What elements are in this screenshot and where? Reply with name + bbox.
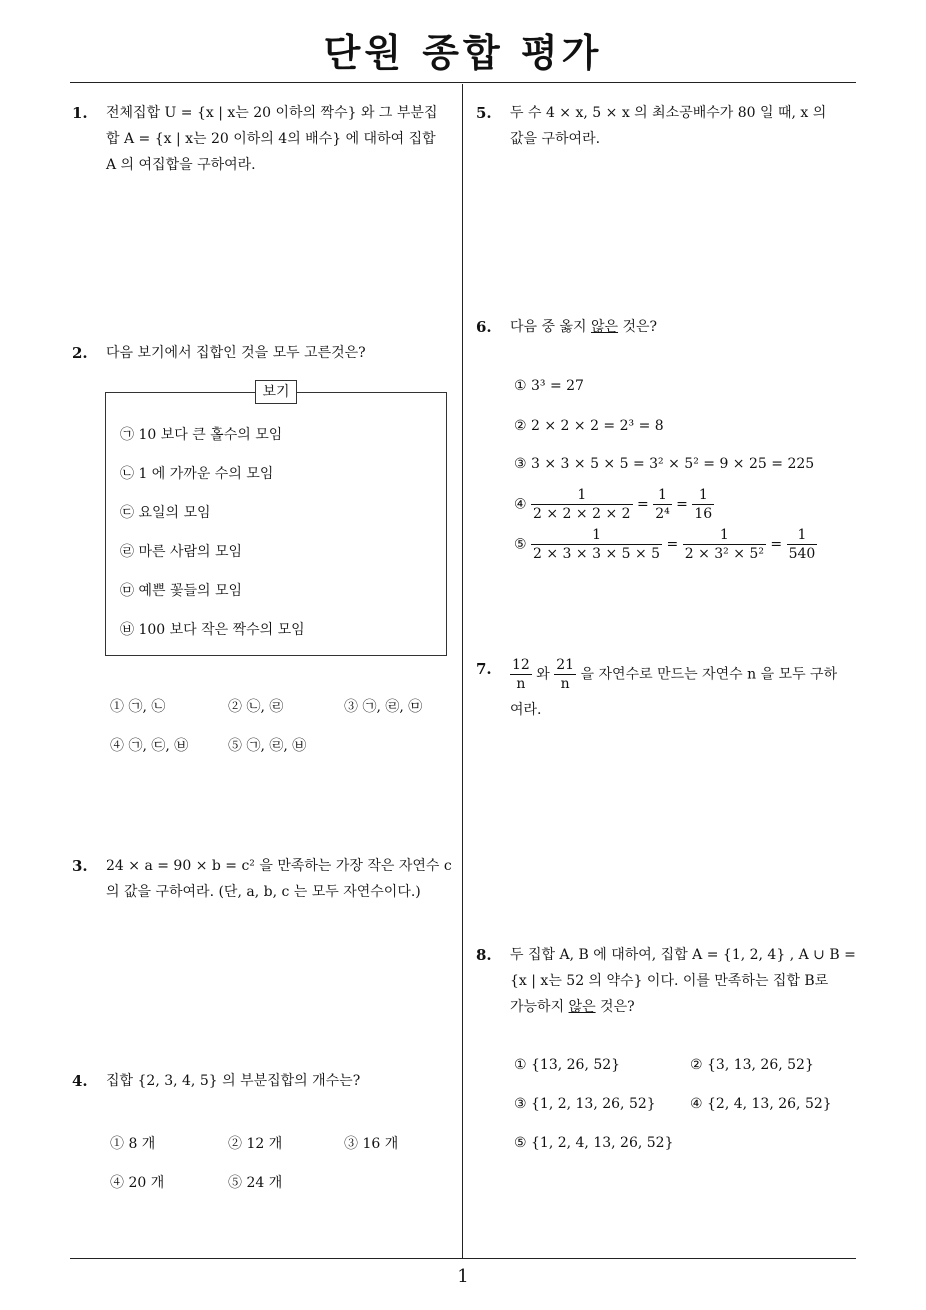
fraction [554,656,576,693]
question-6-text [510,314,657,340]
question-1-line: 합 A = {x | x는 20 이하의 4의 배수} 에 대하여 집합 [106,131,436,147]
example-item: ㉤ 예쁜 꽃들의 모임 [120,583,243,599]
fraction [683,526,766,563]
numerator: 12 [512,657,530,673]
answer-option[interactable]: ④ $\frac{1}{2 \times 2 \times 2 \times 2}$ = $\frac{1}{\text{2⁴}}$ = $\frac{1}{16}$ [514,487,713,522]
answer-option[interactable]: ③ ㉠, ㉣, ㉤ [344,699,423,715]
example-item: ㉣ 마른 사람의 모임 [120,544,243,560]
answer-option[interactable]: ② 2 × 2 × 2 = 2³ = 8 [514,418,664,434]
option-mark: ⑤ [514,536,527,553]
question-7-line: 여라. [510,702,542,718]
question-6-text-underlined: 않은 [590,319,619,335]
answer-option[interactable]: ⑤ 24 개 [228,1175,283,1191]
answer-option[interactable]: ④ {2, 4, 13, 26, 52} [690,1096,832,1112]
question-5-number: 5. [476,104,492,122]
answer-option[interactable]: ⑤ $\frac{1}{2 \times 3 \times 3 \times 5 \times 5}$ = $\frac{1}{\text{2 × 3² × 5²}}$ = $\frac{1}{540}$ [514,527,816,562]
question-8 [510,942,860,1020]
question-3-line: 의 값을 구하여라. (단, a, b, c 는 모두 자연수이다.) [106,884,421,900]
answer-option[interactable]: ② 12 개 [228,1136,283,1152]
question-4-number: 4. [72,1072,88,1090]
header-rule [70,82,856,83]
question-7-number: 7. [476,660,492,678]
example-box-label: 보기 [255,380,297,404]
question-8-number: 8. [476,946,492,964]
numerator: 1 [719,527,729,543]
answer-option[interactable]: ③ 3 × 3 × 5 × 5 = 3² × 5² = 9 × 25 = 225 [514,456,815,472]
question-2-text: 다음 보기에서 집합인 것을 모두 고른것은? [106,345,366,361]
question-1 [106,100,456,178]
answer-option[interactable]: ③ {1, 2, 13, 26, 52} [514,1096,656,1112]
question-1-line: 전체집합 U = {x | x는 20 이하의 짝수} 와 그 부분집 [106,105,438,121]
answer-option[interactable]: ⑤ {1, 2, 4, 13, 26, 52} [514,1135,674,1151]
question-7-connector: 와 [531,666,555,683]
question-3 [106,853,456,905]
denominator: n [554,674,576,693]
question-8-text-post: 것은? [595,999,635,1015]
answer-option[interactable]: ② {3, 13, 26, 52} [690,1057,814,1073]
question-8-line: {x | x는 52 의 약수} 이다. 이를 만족하는 집합 B로 [510,973,829,989]
example-item: ㉥ 100 보다 작은 짝수의 모임 [120,622,305,638]
question-1-line: A 의 여집합을 구하여라. [106,157,256,173]
denominator: 2 × 3 × 3 × 5 × 5 [533,546,661,562]
question-7 [510,656,860,719]
numerator: 21 [556,657,575,673]
question-3-number: 3. [72,857,88,875]
answer-option[interactable]: ① ㉠, ㉡ [110,699,166,715]
question-6-text-pre: 다음 중 옳지 [510,319,591,335]
page-title: 단원 종합 평가 [323,31,603,75]
fraction [510,656,532,693]
question-8-text-underlined: 않은 [568,999,596,1015]
denominator: 16 [694,506,713,522]
question-4-text: 집합 {2, 3, 4, 5} 의 부분집합의 개수는? [106,1073,361,1089]
fraction [531,486,633,523]
answer-option[interactable]: ① 3³ = 27 [514,378,584,394]
numerator: 1 [698,487,708,503]
fraction [692,486,714,523]
option-mark: ④ [514,496,527,513]
denominator: n [510,674,532,693]
denominator: 540 [788,546,816,562]
denominator: 2⁴ [655,506,670,522]
denominator: 2 × 2 × 2 × 2 [533,506,631,522]
column-divider [462,84,463,1258]
numerator: 1 [577,487,587,503]
numerator: 1 [797,527,807,543]
question-5 [510,100,856,152]
answer-option[interactable]: ⑤ ㉠, ㉣, ㉥ [228,738,307,754]
question-1-number: 1. [72,104,88,122]
fraction [787,526,818,563]
fraction [653,486,672,523]
answer-option[interactable]: ② ㉡, ㉣ [228,699,284,715]
answer-option[interactable]: ④ 20 개 [110,1175,165,1191]
fraction [531,526,662,563]
question-8-text-pre: 가능하지 [510,999,569,1015]
footer-rule [70,1258,856,1259]
question-7-text: 을 자연수로 만드는 자연수 n 을 모두 구하 [576,666,838,683]
question-8-line [510,994,860,1020]
question-2-number: 2. [72,344,88,362]
question-8-line: 두 집합 A, B 에 대하여, 집합 A = {1, 2, 4} , A ∪ B = [510,947,856,963]
denominator: 2 × 3² × 5² [684,546,764,562]
numerator: 1 [592,527,601,543]
question-3-line: 24 × a = 90 × b = c² 을 만족하는 가장 작은 자연수 c [106,858,452,874]
numerator: 1 [657,487,667,503]
example-item: ㉢ 요일의 모임 [120,505,211,521]
answer-option[interactable]: ① 8 개 [110,1136,156,1152]
page-number: 1 [457,1266,469,1287]
answer-option[interactable]: ④ ㉠, ㉢, ㉥ [110,738,189,754]
answer-option[interactable]: ③ 16 개 [344,1136,399,1152]
answer-option[interactable]: ① {13, 26, 52} [514,1057,621,1073]
question-7-line [510,656,860,693]
example-item: ㉡ 1 에 가까운 수의 모임 [120,466,274,482]
question-5-line: 두 수 4 × x, 5 × x 의 최소공배수가 80 일 때, x 의 [510,105,827,121]
question-6-text-post: 것은? [618,319,658,335]
question-5-line: 값을 구하여라. [510,131,601,147]
question-6-number: 6. [476,318,492,336]
example-item: ㉠ 10 보다 큰 홀수의 모임 [120,427,283,443]
